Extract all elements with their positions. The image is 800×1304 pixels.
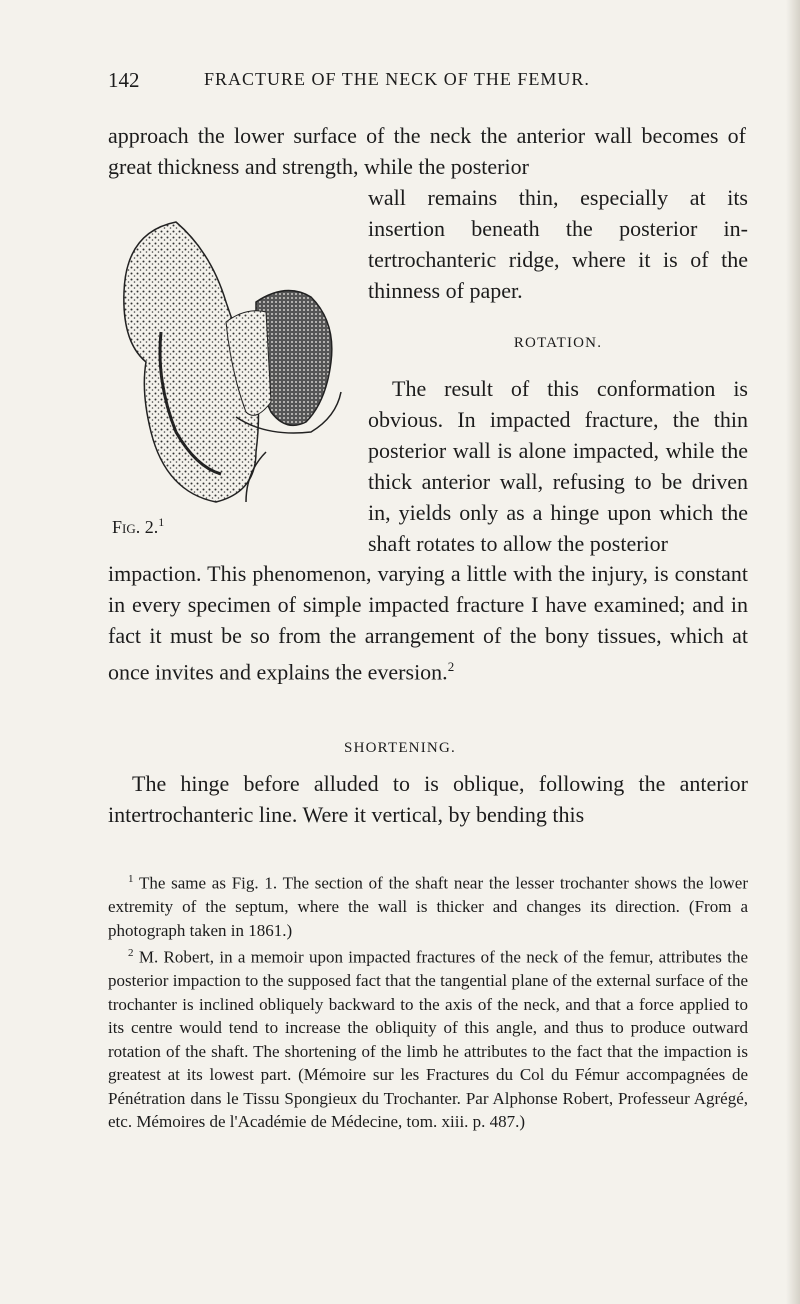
figure-footnote-ref: 1	[158, 515, 165, 529]
shortening-paragraph: The hinge before alluded to is oblique, following the anterior intertrochanteric line. Were it vertical, by bending this	[108, 771, 748, 827]
footnote-1-marker: 1	[128, 873, 134, 885]
figure-femur-section	[106, 212, 346, 542]
rotation-continuation-text: impaction. This phenomenon, varying a little with the injury, is constant in every specimen of simple impacted fracture I have examined; and in fact it must be so from the arrangement of the bony tissues, which at once invites and explains the eversion.	[108, 561, 748, 685]
figure-caption	[112, 515, 164, 538]
footnote-1	[108, 868, 748, 942]
heading-rotation: ROTATION.	[513, 335, 603, 351]
footnote-ref-2: 2	[447, 659, 455, 674]
footnote-2-text: M. Robert, in a memoir upon impacted fractures of the neck of the femur, attributes the posterior impaction to the supposed fact that the tangential plane of the external surface of the trochanter is inclined obliquely backward to the axis of the neck, and that a force applied to its centre would tend to increase the obliquity of this angle, and thus to produce outward rotation of the shaft. The shortening of the limb he attributes to the fact that the impaction is greatest at its lowest part. (Mémoire sur les Fractures du Col du Fémur accompagnées de Pénétration dans le Tissu Spongieux du Trochanter. Par Alphonse Robert, Professeur Agrégé, etc. Mémoires de l'Académie de Médecine, tom. xiii. p. 487.)	[108, 947, 749, 1132]
femur-cross-section-illustration	[106, 212, 346, 512]
page-header	[108, 68, 708, 98]
page-edge-shadow	[786, 0, 800, 1304]
heading-shortening: SHORTENING.	[344, 740, 456, 756]
footnotes	[108, 868, 748, 1134]
figure-caption-text: Fig. 2.	[112, 517, 159, 537]
running-title: FRACTURE OF THE NECK OF THE FEMUR.	[204, 69, 590, 89]
rotation-continuation	[108, 558, 748, 687]
opening-paragraph: approach the lower surface of the neck the anterior wall becomes of great thickness and strength, while the posterior	[108, 123, 746, 179]
rotation-paragraph: The result of this conformation is obvious. In impacted fracture, the thin posterior wall is alone impacted, while the thick anterior wall, refusing to be driven in, yields only as a hinge upon which the shaft rotates to allow the posterior	[368, 376, 748, 556]
footnote-2-marker: 2	[128, 947, 134, 960]
page-number: 142	[108, 68, 140, 92]
footnote-1-text: The same as Fig. 1. The section of the shaft near the lesser trochanter shows the lower extremity of the septum, where the wall is thicker and changes its direction. (From a photograph taken in 1861.)	[108, 873, 748, 940]
footnote-2	[108, 942, 748, 1134]
posterior-wall-paragraph: wall remains thin, especially at its insertion beneath the posterior intertrochanteric ridge, where it is of the thinness of paper.	[368, 185, 748, 303]
right-column-text	[368, 182, 748, 559]
